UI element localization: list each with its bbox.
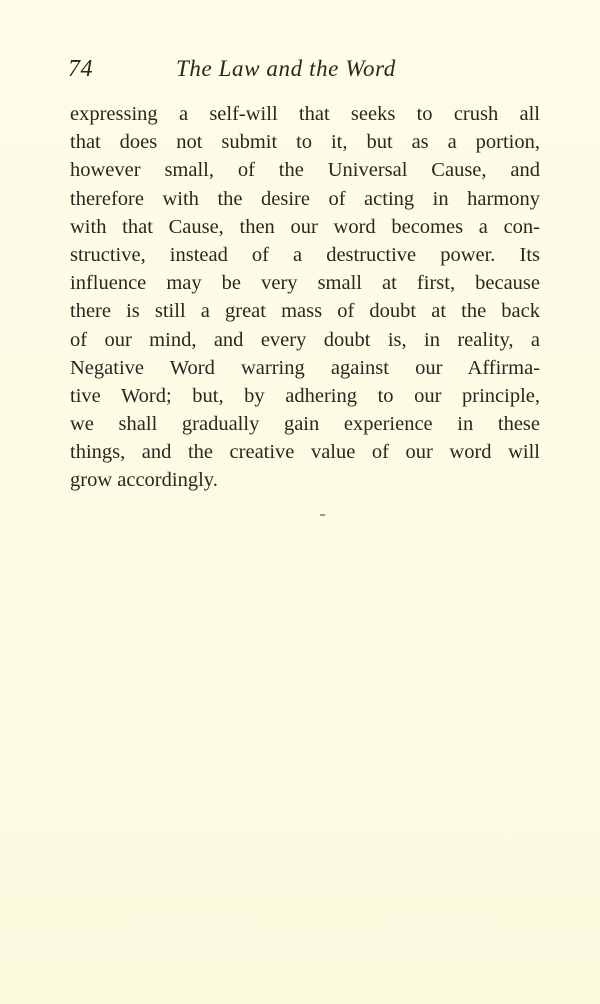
text-line: of our mind, and every doubt is, in reality, a — [70, 328, 540, 351]
text-line: expressing a self-will that seeks to crush all — [70, 103, 540, 125]
text-line: therefore with the desire of acting in harmony — [70, 187, 540, 210]
text-line: however small, of the Universal Cause, and — [70, 159, 540, 182]
running-title: The Law and the Word — [176, 56, 396, 81]
text-line: structive, instead of a destructive power. Its — [70, 243, 540, 266]
text-line: we shall gradually gain experience in these — [70, 413, 540, 436]
text-line: that does not submit to it, but as a portion, — [70, 131, 540, 154]
page-number: 74 — [68, 56, 93, 82]
text-line: with that Cause, then our word becomes a con- — [70, 215, 540, 238]
text-line: influence may be very small at first, because — [70, 272, 540, 295]
body-text — [70, 100, 540, 495]
text-line: tive Word; but, by adhering to our principle, — [70, 384, 540, 407]
text-line: Negative Word warring against our Affirma- — [70, 356, 540, 379]
text-line: things, and the creative value of our word will — [70, 441, 540, 464]
text-line: there is still a great mass of doubt at the back — [70, 300, 540, 323]
text-line-last: grow accordingly. — [70, 469, 218, 492]
paper-speck — [320, 514, 325, 516]
running-head — [68, 52, 538, 86]
